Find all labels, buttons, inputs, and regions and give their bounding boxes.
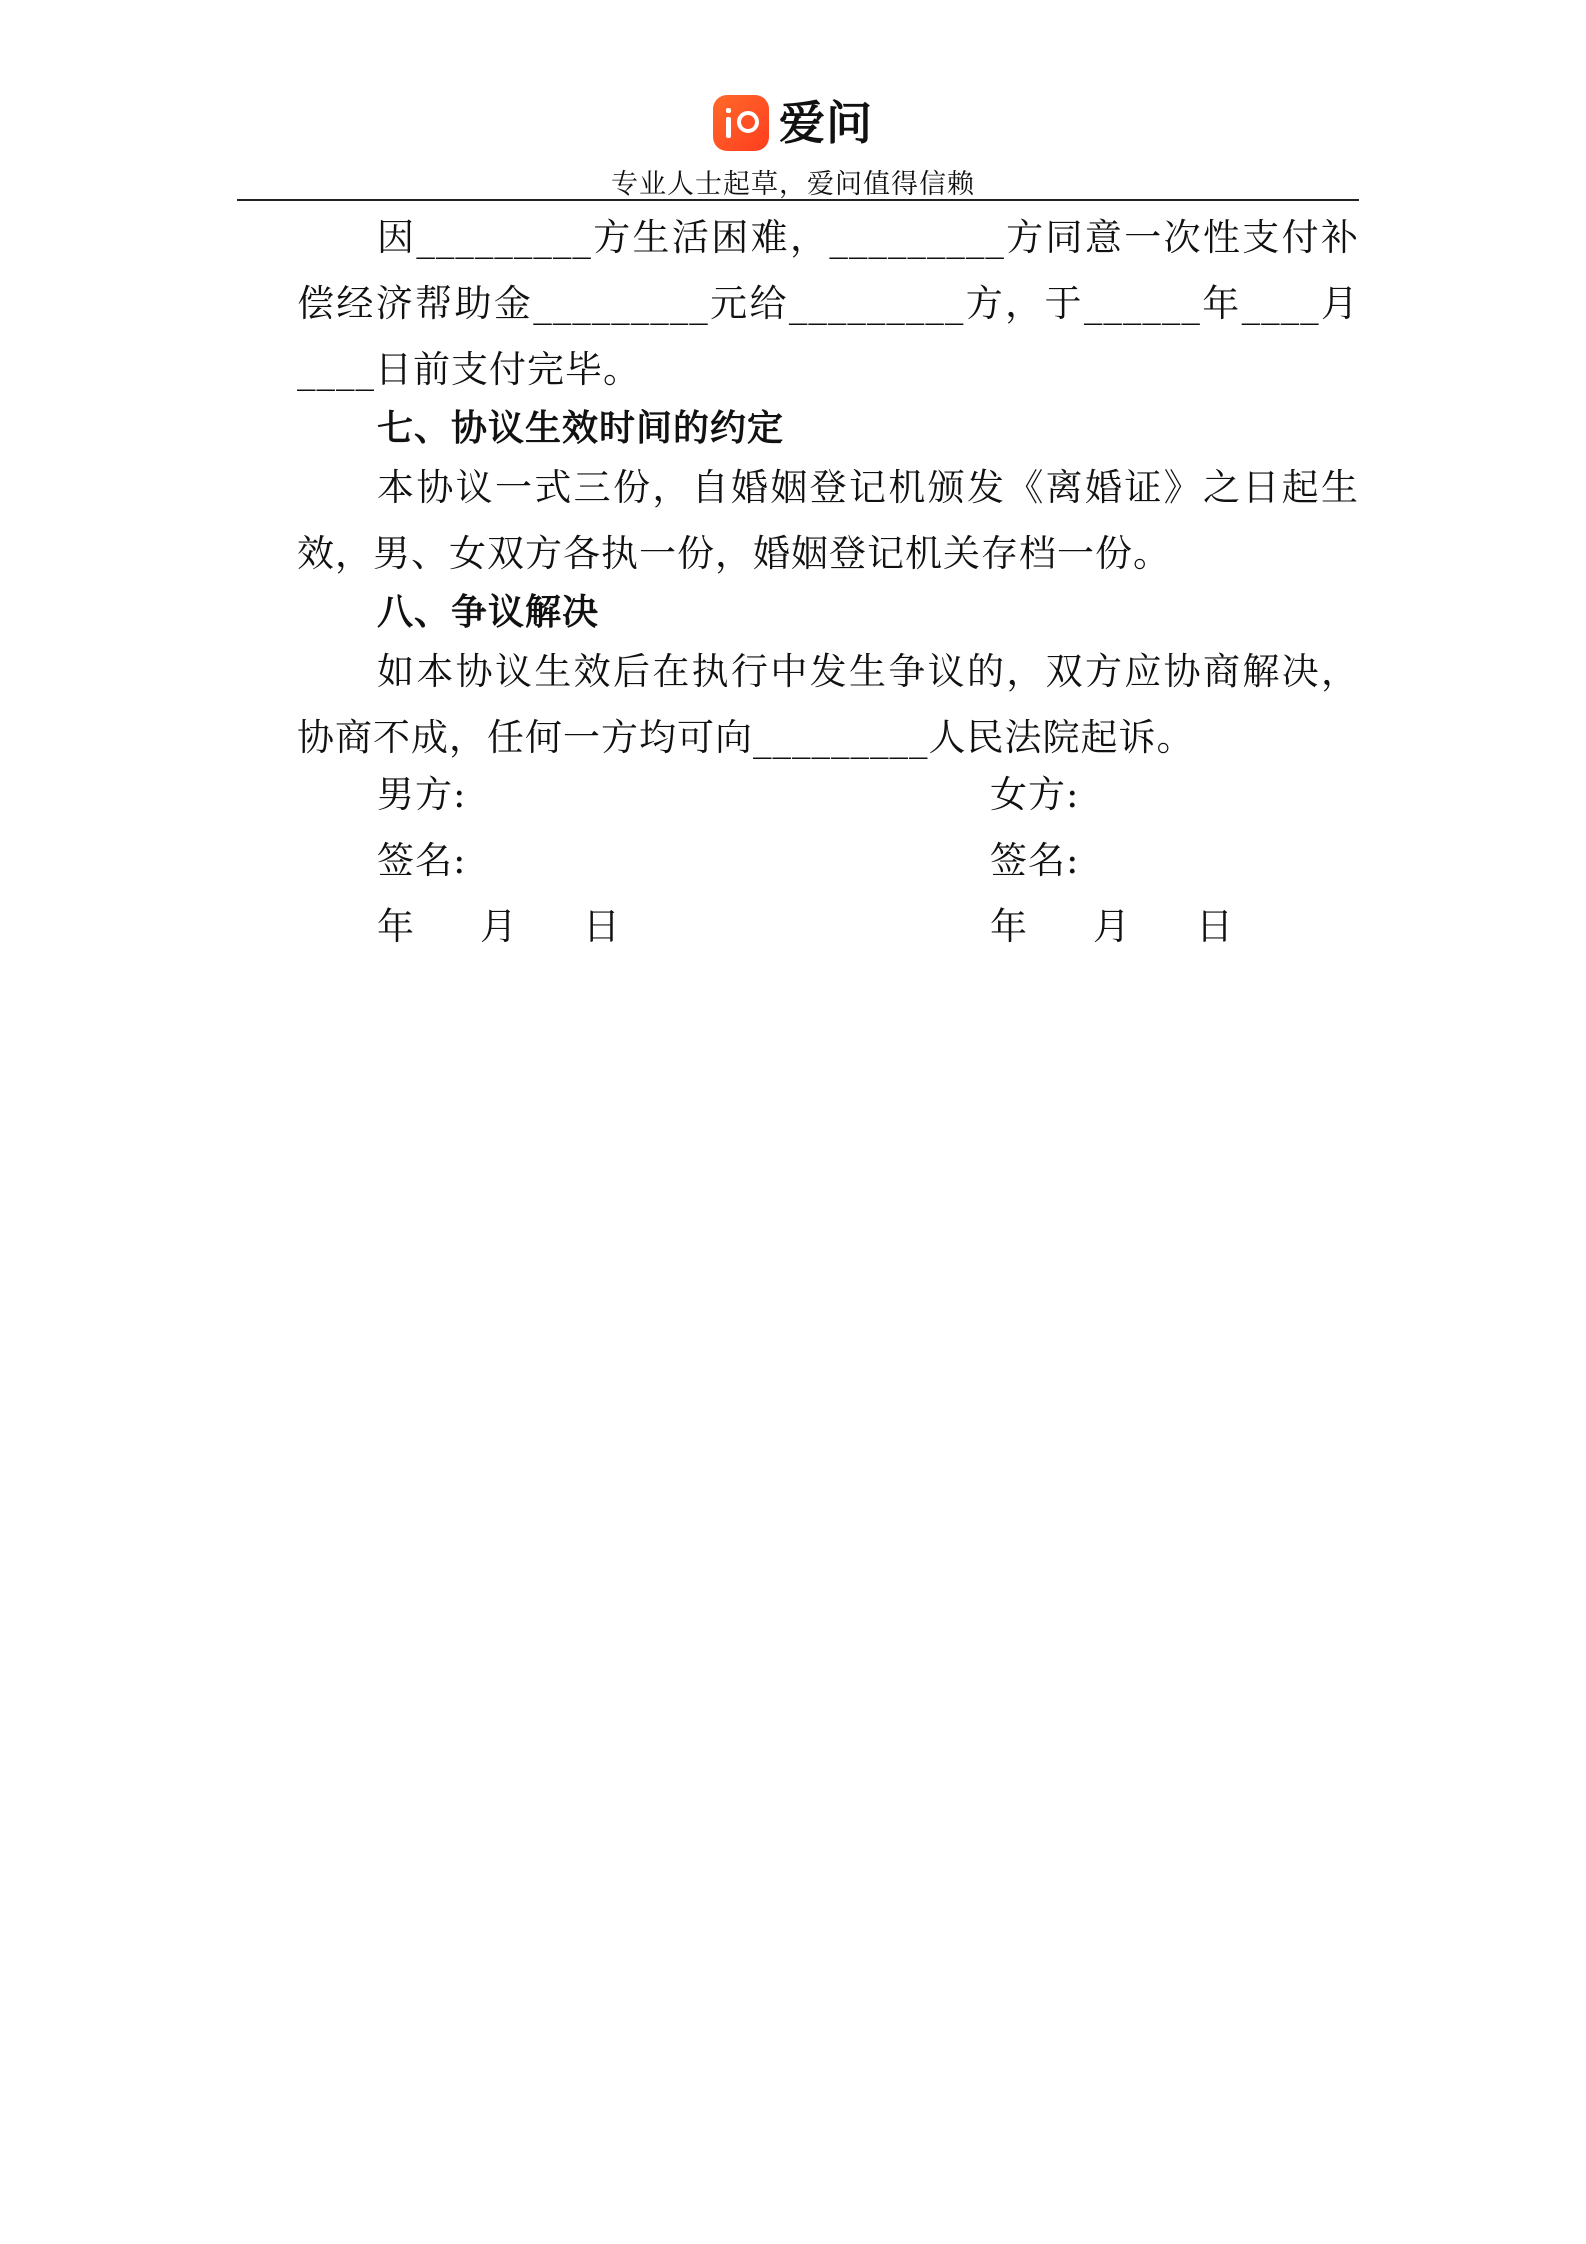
female-party-label: 女方:	[990, 773, 1080, 816]
date-row	[377, 894, 1359, 960]
female-date	[990, 894, 1234, 960]
document-body	[297, 205, 1359, 771]
paragraph-effective-time: 本协议一式三份，自婚姻登记机颁发《离婚证》之日起生效，男、女双方各执一份，婚姻登记机关存档一份。	[297, 466, 1359, 575]
document-header	[0, 92, 1586, 201]
signature-row	[377, 828, 1359, 894]
paragraph-dispute: 如本协议生效后在执行中发生争议的，双方应协商解决，协商不成，任何一方均可向_________人民法院起诉。	[297, 650, 1359, 759]
party-row	[377, 762, 1359, 828]
female-date-day: 日	[1196, 905, 1234, 948]
brand-name: 爱问	[779, 96, 873, 150]
male-date	[377, 894, 621, 960]
signature-block	[377, 762, 1359, 960]
male-date-year: 年	[377, 905, 415, 948]
female-date-year: 年	[990, 905, 1028, 948]
aiwen-logo-icon	[713, 95, 769, 151]
female-signature-label: 签名:	[990, 839, 1080, 882]
brand-slogan: 专业人士起草，爱问值得信赖	[611, 169, 975, 200]
paragraph-compensation: 因_________方生活困难，_________方同意一次性支付补偿经济帮助金_________元给_________方，于______年____月____日前支付完毕。	[297, 216, 1359, 391]
female-date-month: 月	[1093, 905, 1131, 948]
header-divider	[237, 199, 1359, 201]
male-party-label: 男方:	[377, 773, 467, 816]
male-date-month: 月	[480, 905, 518, 948]
brand-logo	[0, 92, 1586, 154]
male-signature-label: 签名:	[377, 839, 467, 882]
section-heading-7: 七、协议生效时间的约定	[377, 408, 785, 449]
section-heading-8: 八、争议解决	[377, 592, 600, 633]
male-date-day: 日	[583, 905, 621, 948]
